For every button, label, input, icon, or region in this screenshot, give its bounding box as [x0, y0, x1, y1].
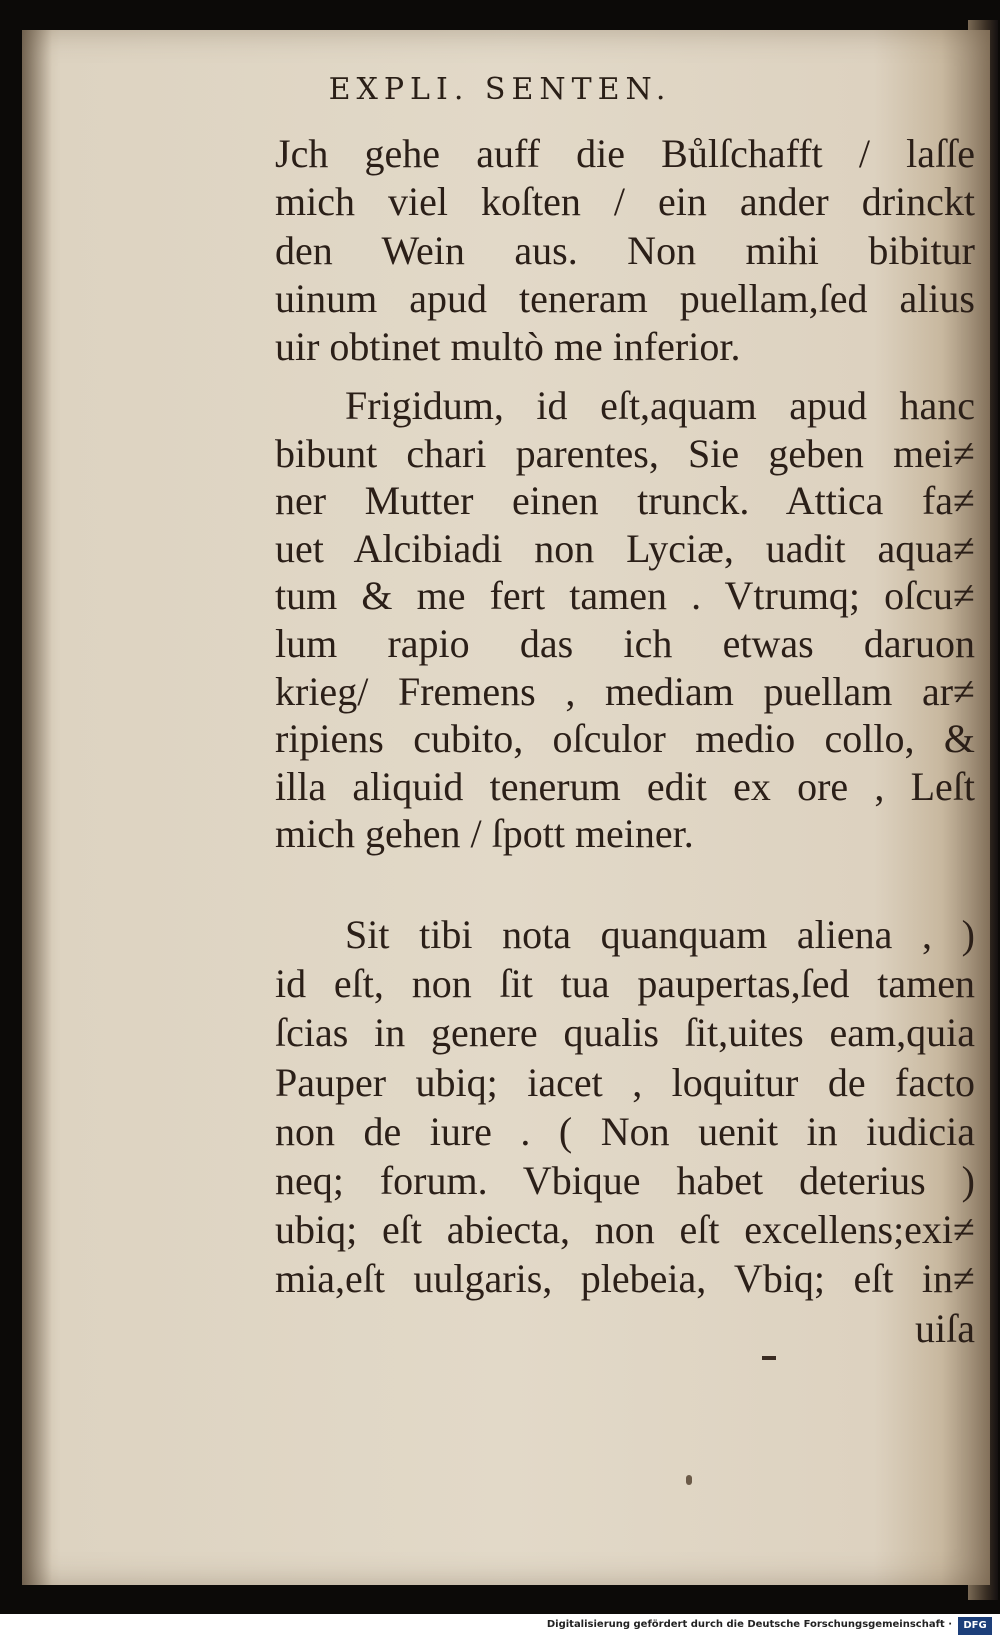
text-line: ſcias in genere qualis ſit,uites eam,quia [275, 1010, 975, 1056]
text-line: Sit tibi nota quanquam aliena , ) [345, 912, 975, 957]
text-line: illa aliquid tenerum edit ex ore , Leſt [275, 763, 975, 809]
text-line: id eſt, non ſit tua paupertas,ſed tamen [275, 961, 975, 1007]
text-line: mia,eſt uulgaris, plebeia, Vbiq; eſt in≠ [275, 1256, 975, 1302]
text-line: uinum apud teneram puellam,ſed alius [275, 275, 975, 321]
digitization-credit: Digitalisierung gefördert durch die Deutsche Forschungsgemeinschaft · [546, 1619, 952, 1630]
text-line: krieg/ Fremens , mediam puellam ar≠ [275, 668, 975, 714]
paragraph-3 [275, 910, 975, 1353]
text-line: mich gehen / ſpott meiner. [275, 811, 694, 857]
spine-shadow [22, 30, 52, 1585]
ink-mark [762, 1356, 776, 1360]
text-line: ripiens cubito, oſculor medio collo, & [275, 716, 975, 762]
text-line: uet Alcibiadi non Lyciæ, uadit aqua≠ [275, 525, 975, 571]
paragraph-2 [275, 382, 975, 858]
text-line: mich viel koſten / ein ander drinckt [275, 179, 975, 225]
dfg-logo-icon: DFG [958, 1617, 992, 1635]
text-line: ubiq; eſt abiecta, non eſt excellens;exi≠ [275, 1207, 975, 1253]
catchword: uiſa [915, 1305, 975, 1351]
paragraph-1 [275, 130, 975, 371]
text-line: lum rapio das ich etwas daruon [275, 620, 975, 666]
text-line: uir obtinet multò me inferior. [275, 324, 741, 370]
text-line: non de iure . ( Non uenit in iudicia [275, 1108, 975, 1154]
text-line: Jch gehe auff die Bůlſchafft / laſſe [275, 131, 975, 176]
text-line: neq; forum. Vbique habet deterius ) [275, 1158, 975, 1204]
ink-spot [686, 1475, 692, 1485]
text-line: bibunt chari parentes, Sie geben mei≠ [275, 430, 975, 476]
text-line: Frigidum, id eſt,aquam apud hanc [345, 383, 975, 428]
text-line: ner Mutter einen trunck. Attica fa≠ [275, 478, 975, 524]
text-line: tum & me fert tamen . Vtrumq; oſcu≠ [275, 573, 975, 619]
running-title: EXPLI. SENTEN. [328, 72, 672, 107]
text-line: den Wein aus. Non mihi bibitur [275, 227, 975, 273]
text-line: Pauper ubiq; iacet , loquitur de facto [275, 1059, 975, 1105]
